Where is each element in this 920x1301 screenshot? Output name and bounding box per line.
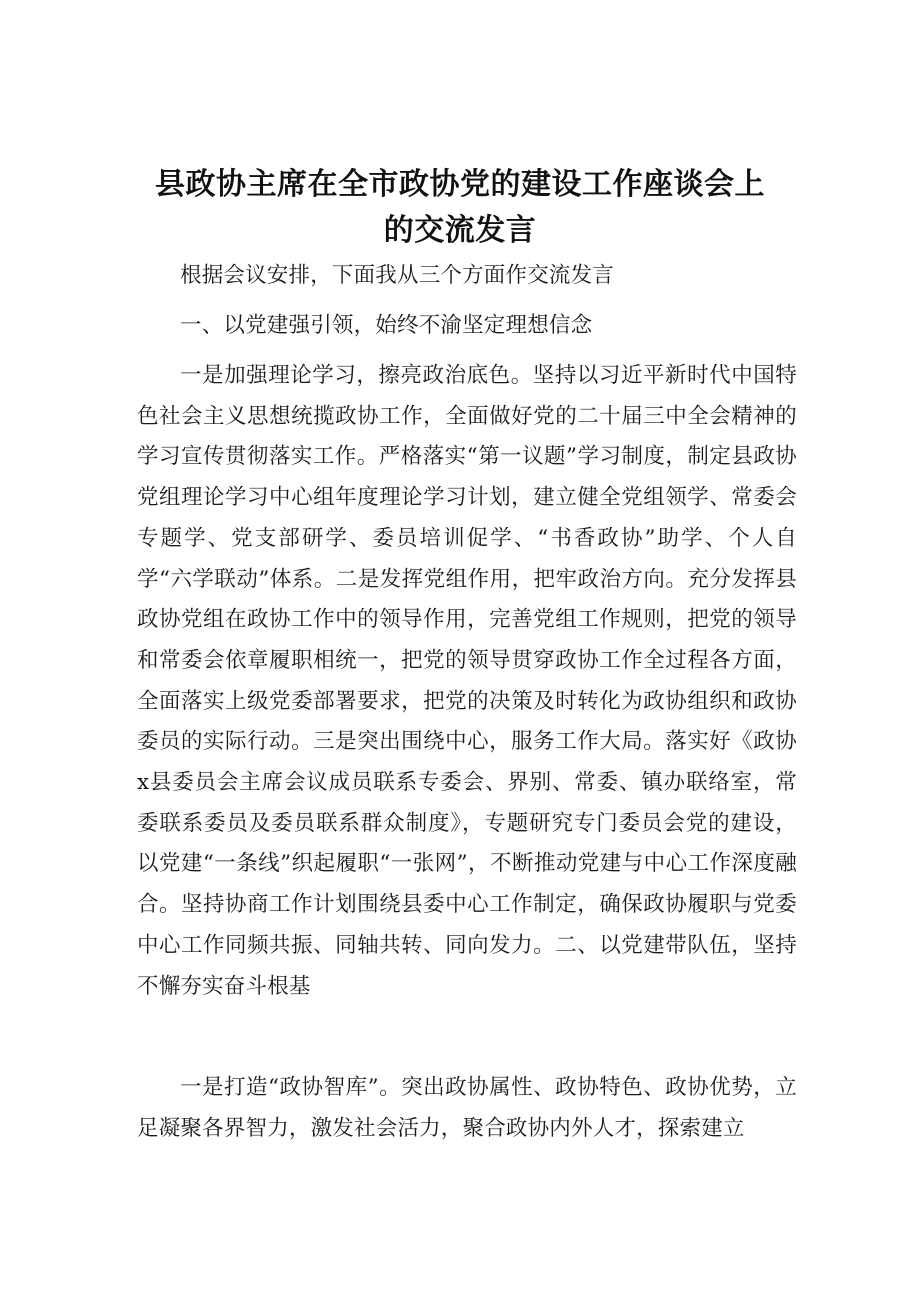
intro-paragraph: 根据会议安排，下面我从三个方面作交流发言 [180,263,615,288]
document-title [100,162,820,254]
body-paragraph-1: 一是加强理论学习，擦亮政治底色。坚持以习近平新时代中国特色社会主义思想统揽政协工作，全面做好党的二十届三中全会精神的学习宣传贯彻落实工作。严格落实“第一议题”学习制度，制定县政协党组理论学习中心组年度理论学习计划，建立健全党组领学、常委会专题学、党支部研学、委员培训促学、“书香政协”助学、个人自学“六学联动”体系。二是发挥党组作用，把牢政治方向。充分发挥县政协党组在政协工作中的领导作用，完善党组工作规则，把党的领导和常委会依章履职相统一，把党的领导贯穿政协工作全过程各方面，全面落实上级党委部署要求，把党的决策及时转化为政协组织和政协委员的实际行动。三是突出围绕中心，服务工作大局。落实好《政协x县委员会主席会议成员联系专委会、界别、常委、镇办联络室，常委联系委员及委员联系群众制度》，专题研究专门委员会党的建设，以党建“一条线”织起履职“一张网”，不断推动党建与中心工作深度融合。坚持协商工作计划围绕县委中心工作制定，确保政协履职与党委中心工作同频共振、同轴共转、同向发力。二、以党建带队伍，坚持不懈夯实奋斗根基 [137,363,797,999]
title-line-1: 县政协主席在全市政协党的建设工作座谈会上 [155,167,765,202]
title-line-2: 的交流发言 [383,213,537,248]
body-paragraph-2: 一是打造“政协智库”。突出政协属性、政协特色、政协优势，立足凝聚各界智力，激发社会活力，聚合政协内外人才，探索建立 [137,1075,797,1141]
section-heading-1: 一、以党建强引领，始终不渝坚定理想信念 [180,313,593,338]
